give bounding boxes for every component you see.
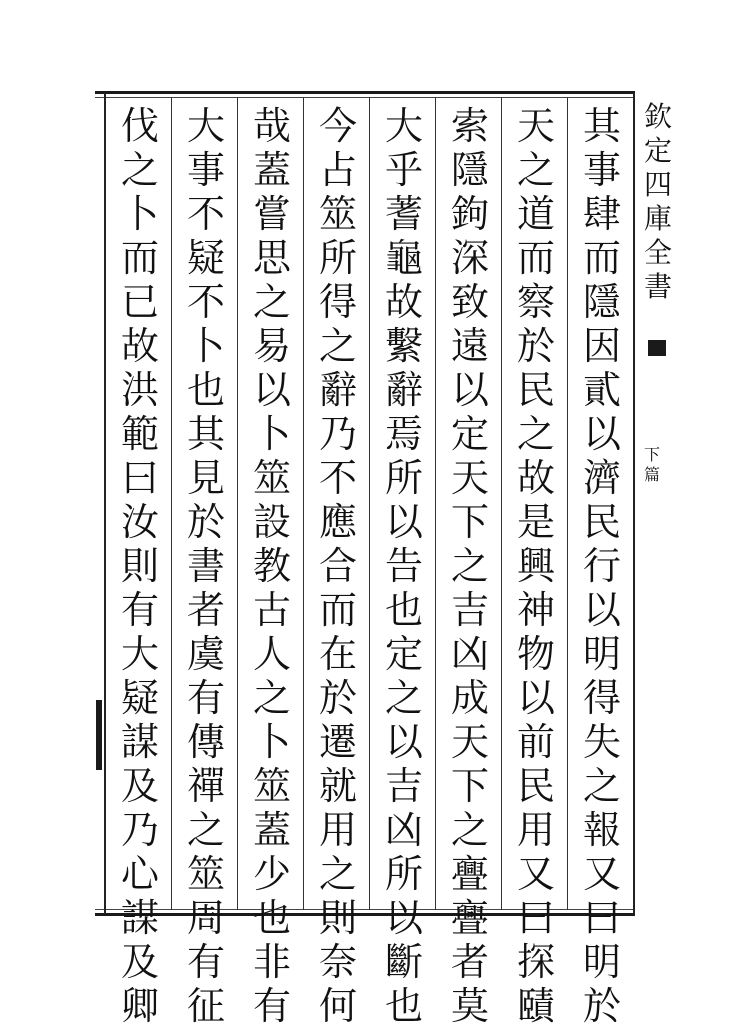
character: 亹 (450, 852, 489, 896)
character: 筮 (252, 456, 291, 500)
character: 有 (186, 676, 225, 720)
character: 以 (384, 896, 423, 940)
character: 謀 (120, 896, 159, 940)
character: 事 (186, 148, 225, 192)
character: 有 (120, 588, 159, 632)
character: 之 (516, 148, 555, 192)
character: 鉤 (450, 192, 489, 236)
character: 下 (450, 764, 489, 808)
title-character: 書 (643, 270, 672, 303)
title-character: 四 (643, 168, 672, 201)
character: 應 (318, 500, 357, 544)
character: 卜 (120, 192, 159, 236)
title-character: 庫 (643, 202, 672, 235)
character: 不 (318, 456, 357, 500)
character: 也 (252, 896, 291, 940)
character: 筮 (186, 852, 225, 896)
character: 莫 (450, 984, 489, 1028)
character: 天 (450, 720, 489, 764)
frame-top-inner-border (95, 97, 635, 98)
character: 傳 (186, 720, 225, 764)
character: 而 (516, 236, 555, 280)
text-column-5 (313, 104, 363, 1028)
character: 蓋 (252, 148, 291, 192)
character: 曰 (582, 896, 621, 940)
character: 少 (252, 852, 291, 896)
character: 占 (318, 148, 357, 192)
ink-blot (96, 700, 102, 770)
character: 大 (186, 104, 225, 148)
character: 於 (582, 984, 621, 1028)
character: 其 (582, 104, 621, 148)
character: 得 (582, 676, 621, 720)
character: 察 (516, 280, 555, 324)
character: 嘗 (252, 192, 291, 236)
fishtail-mark (648, 340, 666, 356)
column-divider (567, 97, 568, 910)
character: 之 (450, 808, 489, 852)
character: 肆 (582, 192, 621, 236)
character: 卿 (120, 984, 159, 1028)
character: 之 (318, 324, 357, 368)
text-column-7 (181, 104, 231, 1028)
character: 伐 (120, 104, 159, 148)
character: 辭 (384, 368, 423, 412)
character: 道 (516, 192, 555, 236)
character: 事 (582, 148, 621, 192)
text-column-1 (577, 104, 627, 1028)
character: 定 (450, 412, 489, 456)
character: 有 (252, 984, 291, 1028)
character: 於 (186, 500, 225, 544)
column-divider (171, 97, 172, 910)
character: 以 (384, 720, 423, 764)
character: 吉 (384, 764, 423, 808)
character: 見 (186, 456, 225, 500)
character: 也 (384, 588, 423, 632)
character: 之 (450, 544, 489, 588)
character: 亹 (450, 896, 489, 940)
character: 失 (582, 720, 621, 764)
character: 隱 (450, 148, 489, 192)
character: 凶 (450, 632, 489, 676)
character: 之 (120, 148, 159, 192)
character: 故 (120, 324, 159, 368)
character: 天 (516, 104, 555, 148)
character: 於 (516, 324, 555, 368)
text-column-2 (511, 104, 561, 1028)
character: 何 (318, 984, 357, 1028)
character: 其 (186, 412, 225, 456)
character: 禪 (186, 764, 225, 808)
character: 及 (120, 764, 159, 808)
character: 遷 (318, 720, 357, 764)
character: 人 (252, 632, 291, 676)
character: 之 (252, 280, 291, 324)
character: 前 (516, 720, 555, 764)
character: 天 (450, 456, 489, 500)
character: 古 (252, 588, 291, 632)
character: 有 (186, 940, 225, 984)
character: 虞 (186, 632, 225, 676)
character: 以 (252, 368, 291, 412)
character: 行 (582, 544, 621, 588)
character: 不 (186, 280, 225, 324)
text-column-3 (445, 104, 495, 1028)
character: 大 (120, 632, 159, 676)
character: 者 (450, 940, 489, 984)
character: 易 (252, 324, 291, 368)
character: 教 (252, 544, 291, 588)
character: 於 (318, 676, 357, 720)
character: 遠 (450, 324, 489, 368)
character: 之 (252, 676, 291, 720)
character: 已 (120, 280, 159, 324)
character: 思 (252, 236, 291, 280)
character: 凶 (384, 808, 423, 852)
character: 索 (450, 104, 489, 148)
character: 所 (384, 456, 423, 500)
character: 明 (582, 940, 621, 984)
character: 故 (516, 456, 555, 500)
character: 龜 (384, 236, 423, 280)
character: 卜 (186, 324, 225, 368)
character: 也 (384, 984, 423, 1028)
character: 隱 (582, 280, 621, 324)
character: 筮 (318, 192, 357, 236)
character: 之 (582, 764, 621, 808)
character: 民 (516, 764, 555, 808)
character: 範 (120, 412, 159, 456)
character: 而 (582, 236, 621, 280)
character: 因 (582, 324, 621, 368)
character: 興 (516, 544, 555, 588)
character: 書 (186, 544, 225, 588)
character: 濟 (582, 456, 621, 500)
column-divider (369, 97, 370, 910)
frame-left-border (104, 92, 106, 914)
character: 用 (516, 808, 555, 852)
character: 賾 (516, 984, 555, 1028)
character: 以 (516, 676, 555, 720)
frame-right-border (633, 92, 635, 914)
character: 民 (516, 368, 555, 412)
character: 又 (582, 852, 621, 896)
character: 奈 (318, 940, 357, 984)
character: 也 (186, 368, 225, 412)
character: 是 (516, 500, 555, 544)
character: 卜 (252, 412, 291, 456)
character: 探 (516, 940, 555, 984)
character: 乃 (318, 412, 357, 456)
character: 曰 (516, 896, 555, 940)
character: 則 (120, 544, 159, 588)
title-character: 全 (643, 236, 672, 269)
character: 故 (384, 280, 423, 324)
column-divider (435, 97, 436, 910)
character: 心 (120, 852, 159, 896)
text-column-6 (247, 104, 297, 1028)
character: 非 (252, 940, 291, 984)
character: 疑 (186, 236, 225, 280)
character: 之 (186, 808, 225, 852)
character: 而 (120, 236, 159, 280)
character: 得 (318, 280, 357, 324)
character: 民 (582, 500, 621, 544)
character: 者 (186, 588, 225, 632)
character: 明 (582, 632, 621, 676)
character: 征 (186, 984, 225, 1028)
frame-top-border (95, 91, 635, 94)
character: 之 (384, 676, 423, 720)
character: 周 (186, 896, 225, 940)
character: 以 (582, 412, 621, 456)
character: 則 (318, 896, 357, 940)
character: 汝 (120, 500, 159, 544)
character: 神 (516, 588, 555, 632)
character: 以 (384, 500, 423, 544)
character: 定 (384, 632, 423, 676)
text-column-4 (379, 104, 429, 1028)
character: 及 (120, 940, 159, 984)
character: 筮 (252, 764, 291, 808)
text-column-8 (115, 104, 165, 1028)
character: 疑 (120, 676, 159, 720)
character: 下 (450, 500, 489, 544)
column-divider (303, 97, 304, 910)
character: 蓋 (252, 808, 291, 852)
character: 貳 (582, 368, 621, 412)
chapter-character: 篇 (643, 465, 660, 484)
character: 乎 (384, 148, 423, 192)
title-character: 定 (643, 134, 672, 167)
character: 大 (384, 104, 423, 148)
character: 告 (384, 544, 423, 588)
character: 而 (318, 588, 357, 632)
character: 物 (516, 632, 555, 676)
character: 設 (252, 500, 291, 544)
character: 之 (318, 852, 357, 896)
character: 合 (318, 544, 357, 588)
character: 曰 (120, 456, 159, 500)
character: 乃 (120, 808, 159, 852)
character: 所 (384, 852, 423, 896)
character: 報 (582, 808, 621, 852)
character: 辭 (318, 368, 357, 412)
character: 之 (516, 412, 555, 456)
character: 卜 (252, 720, 291, 764)
column-divider (237, 97, 238, 910)
character: 斷 (384, 940, 423, 984)
character: 蓍 (384, 192, 423, 236)
character: 以 (582, 588, 621, 632)
character: 焉 (384, 412, 423, 456)
character: 今 (318, 104, 357, 148)
book-title-margin (642, 100, 674, 304)
character: 謀 (120, 720, 159, 764)
character: 在 (318, 632, 357, 676)
character: 深 (450, 236, 489, 280)
character: 哉 (252, 104, 291, 148)
character: 致 (450, 280, 489, 324)
character: 吉 (450, 588, 489, 632)
character: 所 (318, 236, 357, 280)
character: 繫 (384, 324, 423, 368)
character: 就 (318, 764, 357, 808)
character: 不 (186, 192, 225, 236)
chapter-label (640, 445, 664, 485)
character: 洪 (120, 368, 159, 412)
column-divider (501, 97, 502, 910)
character: 以 (450, 368, 489, 412)
chapter-character: 下 (643, 445, 660, 464)
character: 成 (450, 676, 489, 720)
title-character: 欽 (643, 100, 672, 133)
character: 用 (318, 808, 357, 852)
character: 又 (516, 852, 555, 896)
